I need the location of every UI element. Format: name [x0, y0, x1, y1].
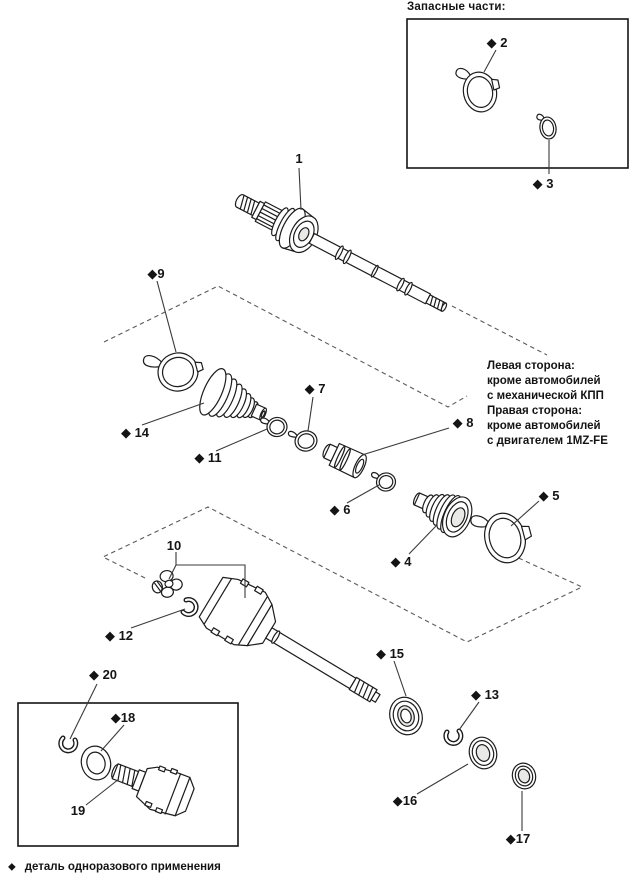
- callout-5: ◆ 5: [538, 488, 560, 503]
- callout-7: ◆ 7: [304, 381, 326, 396]
- part-tripod-joint-10: [150, 568, 184, 599]
- callout-4: ◆ 4: [390, 554, 412, 569]
- callout-1: 1: [295, 151, 303, 166]
- side-note-line: с двигателем 1MZ-FE: [487, 435, 608, 447]
- side-note-line: кроме автомобилей: [487, 375, 601, 387]
- part-snap-ring-13: [446, 731, 461, 743]
- callout-13: ◆ 13: [470, 687, 500, 702]
- callout-11: ◆ 11: [194, 450, 222, 465]
- part-spare-clamp-2: [455, 61, 504, 115]
- side-note-line: кроме автомобилей: [487, 420, 601, 432]
- part-boot-clamp-large-9: [142, 343, 207, 399]
- callout-3: ◆ 3: [532, 176, 554, 191]
- part-outer-cv-joint-shaft: [227, 180, 456, 328]
- callout-18: ◆18: [110, 710, 136, 725]
- callout-20: ◆ 20: [88, 667, 118, 682]
- callout-12: ◆ 12: [104, 628, 134, 643]
- part-snap-ring-20: [61, 738, 76, 751]
- callout-2: ◆ 2: [486, 35, 508, 50]
- legend: [8, 861, 221, 873]
- part-snap-ring-12: [183, 600, 196, 615]
- part-oil-seal-17: [509, 760, 539, 792]
- part-washer-18: [78, 743, 115, 783]
- part-boot-clamp-7: [288, 425, 319, 454]
- callout-19: 19: [70, 803, 86, 818]
- disposable-part-diamond-icon: ◆: [8, 861, 16, 872]
- callout-17: ◆17: [505, 831, 531, 846]
- spare-parts-title: Запасные части:: [407, 1, 506, 13]
- part-cv-boot-14: [194, 365, 275, 438]
- part-bearing-ring-16: [465, 734, 501, 773]
- side-note-line: с механической КПП: [487, 390, 604, 402]
- side-note-line: Левая сторона:: [487, 360, 575, 372]
- callout-10: 10: [166, 538, 182, 553]
- part-dynamic-damper-8: [319, 438, 369, 479]
- callout-14: ◆ 14: [120, 425, 150, 440]
- callout-9: ◆9: [147, 266, 165, 281]
- callout-6: ◆ 6: [329, 502, 351, 517]
- side-note-line: Правая сторона:: [487, 405, 583, 417]
- spare-parts-box: [407, 19, 628, 168]
- side-note: [487, 359, 608, 449]
- part-boot-clamp-large-5: [470, 503, 537, 570]
- part-bearing-15: [385, 693, 427, 739]
- part-cv-boot-4: [406, 479, 477, 542]
- part-spare-ring-3: [536, 112, 557, 141]
- part-inner-joint-shaft: [196, 569, 396, 723]
- part-boot-clamp-6: [371, 468, 397, 494]
- callout-8: ◆ 8: [452, 415, 474, 430]
- callout-15: ◆ 15: [375, 646, 405, 661]
- legend-label: деталь одноразового применения: [24, 861, 221, 873]
- callout-16: ◆16: [392, 793, 418, 808]
- part-inner-cv-joint-19: [105, 749, 199, 822]
